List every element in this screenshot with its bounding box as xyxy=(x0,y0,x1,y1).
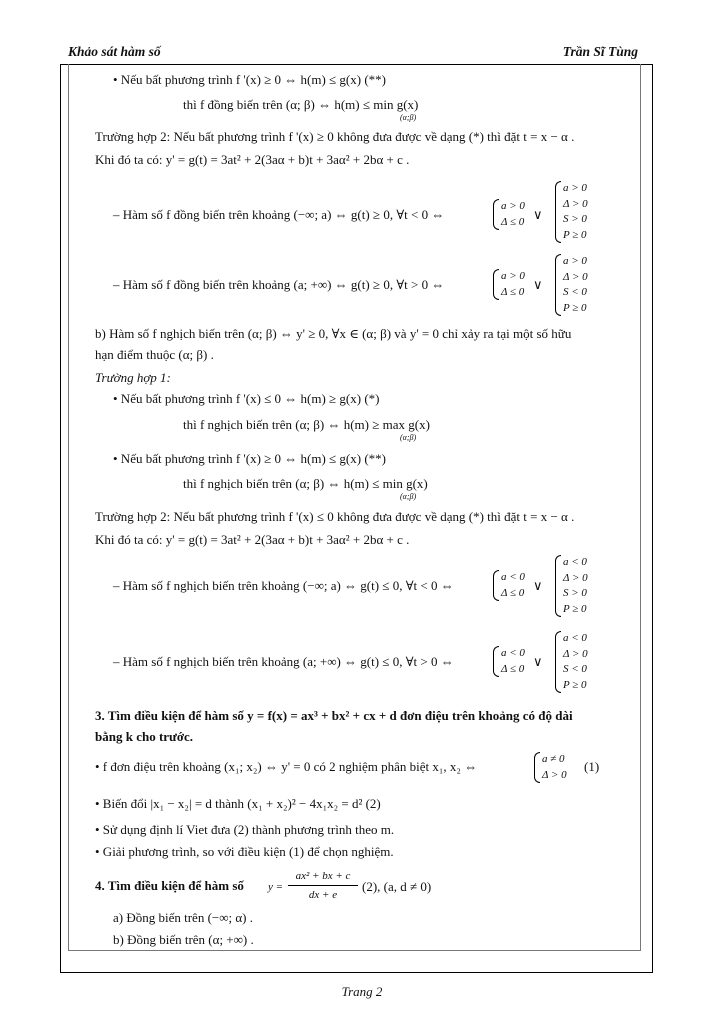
or-symbol: ∨ xyxy=(533,207,543,222)
text-line: – Hàm số f đồng biến trên khoảng (−∞; a) ⇔ g(t) ≥ 0, ∀t < 0 ⇔ xyxy=(113,207,445,222)
condition-label: (1) xyxy=(584,759,600,774)
page-number: Trang 2 xyxy=(341,984,383,999)
or-symbol: ∨ xyxy=(533,654,543,669)
header-right: Trần Sĩ Tùng xyxy=(562,44,638,59)
system-brace: a < 0 Δ ≤ 0 xyxy=(493,570,525,601)
section-3-title-cont: bằng k cho trước. xyxy=(95,729,194,744)
text-line: • f đơn điệu trên khoảng (x₁; x₂) ⇔ y' = 0 có 2 nghiệm phân biệt x₁, x₂ ⇔ xyxy=(95,759,478,774)
text-line: • Nếu bất phương trình f '(x) ≥ 0 ⇔ h(m) ≤ g(x) (**) xyxy=(113,451,386,466)
fraction-lhs: y = xyxy=(268,881,284,893)
text-line: Trường hợp 2: Nếu bất phương trình f '(x) ≥ 0 không đưa được về dạng (*) thì đặt t = x − α . xyxy=(95,129,575,144)
text-line: – Hàm số f nghịch biến trên khoảng (−∞; a) ⇔ g(t) ≤ 0, ∀t < 0 ⇔ xyxy=(113,578,454,593)
text-line: Trường hợp 2: Nếu bất phương trình f '(x) ≤ 0 không đưa được về dạng (*) thì đặt t = x − α . xyxy=(95,509,575,524)
system-brace: a < 0 Δ > 0 S > 0 P ≥ 0 xyxy=(555,555,588,617)
fraction-numerator: ax² + bx + c xyxy=(295,870,351,882)
fraction-denominator: dx + e xyxy=(308,889,338,901)
text-line: b) Đồng biến trên (α; +∞) . xyxy=(113,932,254,947)
text-line: – Hàm số f nghịch biến trên khoảng (a; +∞) ⇔ g(t) ≤ 0, ∀t > 0 ⇔ xyxy=(113,654,454,669)
section-3-title: 3. Tìm điều kiện để hàm số y = f(x) = ax³ + bx² + cx + d đơn điệu trên khoảng có độ dài xyxy=(95,708,573,723)
text-line: • Sử dụng định lí Viet đưa (2) thành phương trình theo m. xyxy=(95,822,395,837)
min-subscript: (α;β) xyxy=(400,113,417,122)
text-line: thì f đồng biến trên (α; β) ⇔ h(m) ≤ min g(x) xyxy=(183,97,419,112)
text-line: (2), (a, d ≠ 0) xyxy=(362,879,432,894)
header-left: Khảo sát hàm số xyxy=(68,44,161,59)
text-line: hạn điểm thuộc (α; β) . xyxy=(95,347,214,362)
min-subscript: (α;β) xyxy=(400,492,417,501)
system-brace: a > 0 Δ ≤ 0 xyxy=(493,269,525,300)
system-brace: a > 0 Δ ≤ 0 xyxy=(493,199,525,230)
text-line: Khi đó ta có: y' = g(t) = 3at² + 2(3aα + b)t + 3aα² + 2bα + c . xyxy=(95,532,410,547)
system-brace: a < 0 Δ > 0 S < 0 P ≥ 0 xyxy=(555,631,588,693)
text-line: Khi đó ta có: y' = g(t) = 3at² + 2(3aα + b)t + 3aα² + 2bα + c . xyxy=(95,152,410,167)
text-line: thì f nghịch biến trên (α; β) ⇔ h(m) ≥ max g(x) xyxy=(183,417,430,432)
text-line: • Nếu bất phương trình f '(x) ≥ 0 ⇔ h(m) ≤ g(x) (**) xyxy=(113,72,386,87)
system-brace: a ≠ 0 Δ > 0 xyxy=(534,752,567,783)
text-line: • Biến đổi |x₁ − x₂| = d thành (x₁ + x₂)² − 4x₁x₂ = d² (2) xyxy=(95,796,381,811)
system-brace: a > 0 Δ > 0 S > 0 P ≥ 0 xyxy=(555,181,588,243)
section-4-title: 4. Tìm điều kiện để hàm số xyxy=(95,878,244,893)
system-brace: a > 0 Δ > 0 S < 0 P ≥ 0 xyxy=(555,254,588,316)
fraction-bar xyxy=(288,885,358,886)
text-line: • Nếu bất phương trình f '(x) ≤ 0 ⇔ h(m) ≥ g(x) (*) xyxy=(113,391,380,406)
text-line: • Giải phương trình, so với điều kiện (1) để chọn nghiệm. xyxy=(95,844,394,859)
text-line: – Hàm số f đồng biến trên khoảng (a; +∞) ⇔ g(t) ≥ 0, ∀t > 0 ⇔ xyxy=(113,277,445,292)
or-symbol: ∨ xyxy=(533,578,543,593)
case-heading: Trường hợp 1: xyxy=(95,370,171,385)
or-symbol: ∨ xyxy=(533,277,543,292)
text-line: b) Hàm số f nghịch biến trên (α; β) ⇔ y' ≥ 0, ∀x ∈ (α; β) và y' = 0 chỉ xảy ra tại một số hữu xyxy=(95,326,572,341)
text-line: thì f nghịch biến trên (α; β) ⇔ h(m) ≤ min g(x) xyxy=(183,476,428,491)
text-line: a) Đồng biến trên (−∞; α) . xyxy=(113,910,254,925)
max-subscript: (α;β) xyxy=(400,433,417,442)
system-brace: a < 0 Δ ≤ 0 xyxy=(493,646,525,677)
